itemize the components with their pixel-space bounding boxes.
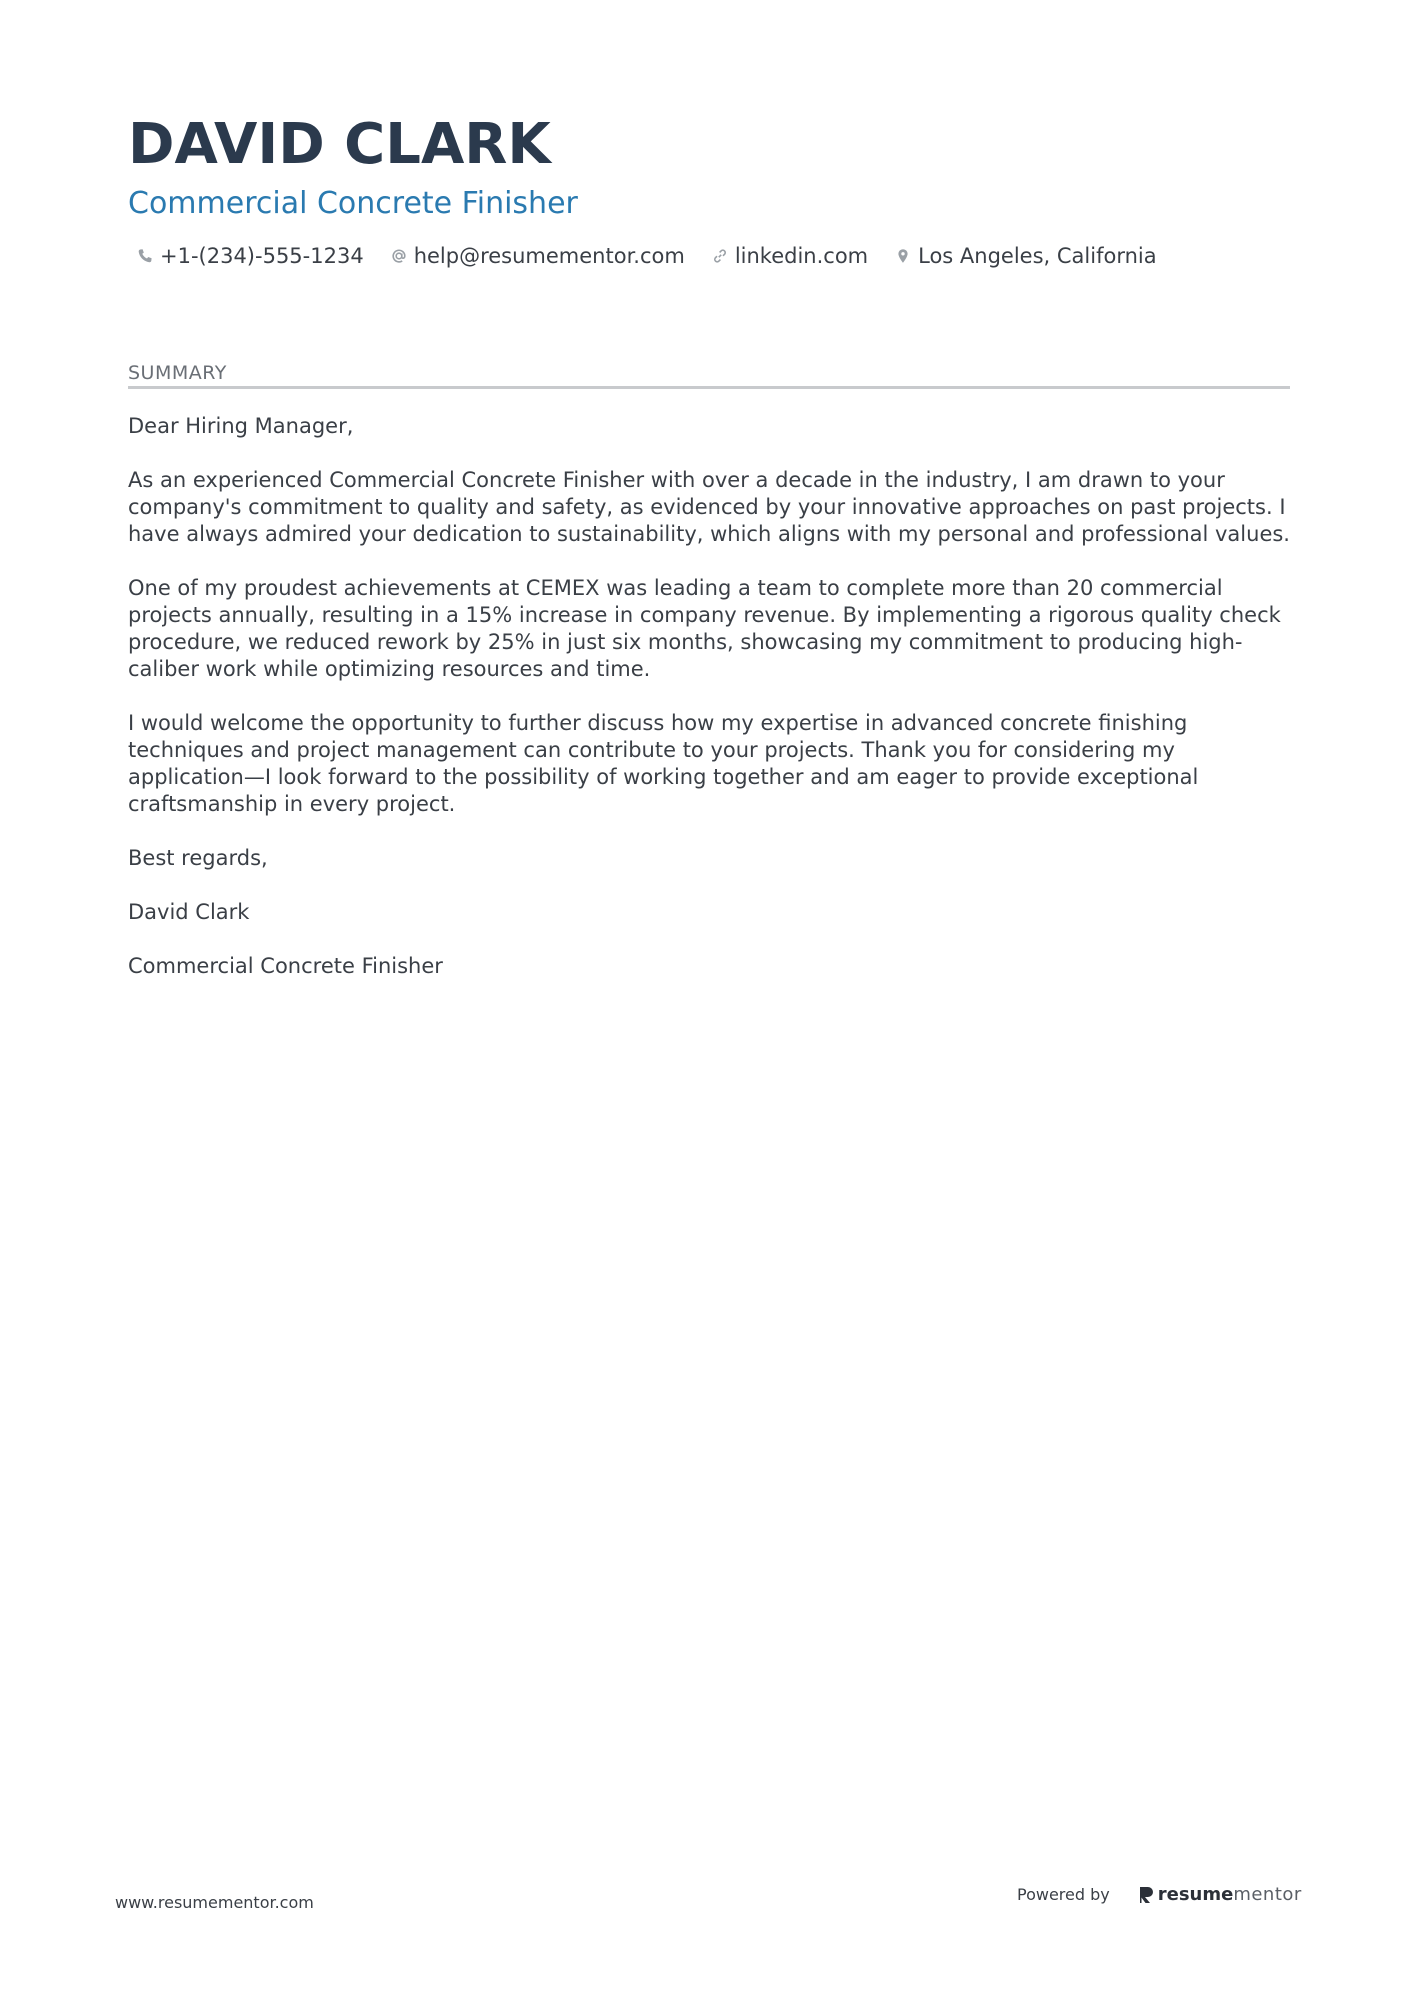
brand-name-bold: resume [1157,1884,1234,1905]
letter-paragraph: One of my proudest achievements at CEMEX was leading a team to complete more than 20 commercial projects annually, resulting in a 15% increase in company revenue. By implementing a rigorous quality check procedure, we reduced rework by 25% in just six months, showcasing my commitment to producing high-caliber work while optimizing resources and time. [128,576,1281,681]
location-pin-icon [894,247,912,265]
contact-bar [136,244,1290,268]
letter-greeting: Dear Hiring Manager, [128,414,354,438]
letter-paragraph: As an experienced Commercial Concrete Finisher with over a decade in the industry, I am drawn to your company's commitment to quality and safety, as evidenced by your innovative approaches on past projects. I have always admired your dedication to sustainability, which aligns with my personal and professional values. [128,468,1290,546]
resumementor-logo-icon [1138,1885,1154,1905]
letter-paragraph: I would welcome the opportunity to further discuss how my expertise in advanced concrete finishing techniques and project management can contribute to your projects. Thank you for considering my application—I look forward to the possibility of working together and am eager to provide exceptional craftsmanship in every project. [128,711,1199,816]
contact-email [390,244,685,268]
signature-name: David Clark [128,900,250,924]
contact-email-text: help@resumementor.com [413,244,685,268]
cover-letter-body [128,413,1290,980]
section-heading-summary: SUMMARY [128,362,1290,389]
signature-title: Commercial Concrete Finisher [128,954,443,978]
brand-logo[interactable] [1138,1884,1302,1905]
footer-website-link[interactable]: www.resumementor.com [115,1893,314,1912]
contact-phone-text: +1-(234)-555-1234 [160,244,364,268]
at-icon [390,247,408,265]
document-page [128,112,1290,1007]
candidate-name: DAVID CLARK [128,112,551,177]
letter-closing: Best regards, [128,846,268,870]
brand-name-light: mentor [1233,1884,1302,1905]
link-icon [711,247,729,265]
footer-branding [1017,1884,1302,1905]
contact-phone [136,244,364,268]
contact-linkedin-text: linkedin.com [734,244,869,268]
job-title: Commercial Concrete Finisher [128,186,578,221]
contact-linkedin [711,244,868,268]
contact-location-text: Los Angeles, California [918,244,1157,268]
contact-location [894,244,1157,268]
powered-by-label: Powered by [1017,1885,1110,1904]
phone-icon [136,247,154,265]
